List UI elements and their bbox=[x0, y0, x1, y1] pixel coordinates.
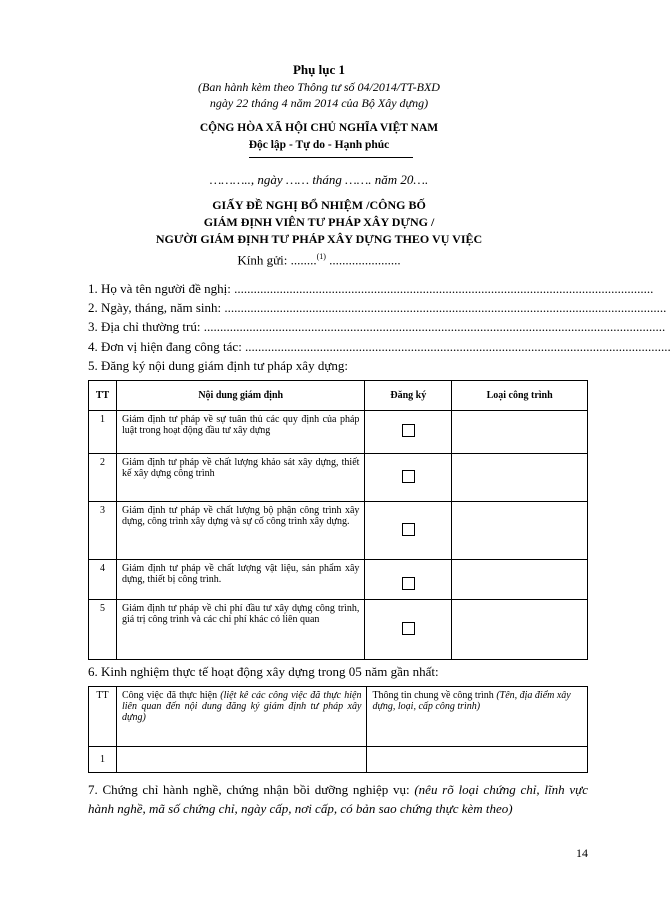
col-header-tt: TT bbox=[89, 381, 117, 411]
project-type-cell[interactable] bbox=[452, 502, 588, 560]
row-number: 5 bbox=[89, 600, 117, 660]
project-type-cell[interactable] bbox=[452, 600, 588, 660]
field-address[interactable]: 3. Địa chỉ thường trú: .............................................................................................................................................. bbox=[88, 319, 666, 334]
page-number: 14 bbox=[576, 846, 588, 860]
field-workplace[interactable]: 4. Đơn vị hiện đang công tác: ................................................................................................................................... bbox=[88, 339, 671, 354]
form-title-line3: NGƯỜI GIÁM ĐỊNH TƯ PHÁP XÂY DỰNG THEO VỤ VIỆC bbox=[155, 232, 483, 246]
register-checkbox[interactable] bbox=[402, 424, 415, 437]
register-checkbox[interactable] bbox=[402, 622, 415, 635]
row-number: 2 bbox=[89, 454, 117, 502]
col-header-project-info: Thông tin chung về công trình (Tên, địa điểm xây dựng, loại, cấp công trình) bbox=[367, 687, 588, 747]
row-content: Giám định tư pháp về sự tuân thủ các quy định của pháp luật trong hoạt động đầu tư xây dựng bbox=[116, 411, 364, 454]
project-info-cell[interactable] bbox=[367, 747, 588, 773]
experience-header-row bbox=[89, 687, 588, 747]
motto-underline bbox=[249, 157, 413, 158]
project-type-cell[interactable] bbox=[452, 411, 588, 454]
row-number: 1 bbox=[89, 411, 117, 454]
table-row bbox=[89, 747, 588, 773]
table-row bbox=[89, 600, 588, 660]
table-row bbox=[89, 411, 588, 454]
col-header-content: Nội dung giám định bbox=[116, 381, 364, 411]
section6-heading: 6. Kinh nghiệm thực tế hoạt động xây dựng trong 05 năm gần nhất: bbox=[88, 664, 439, 679]
field-full-name[interactable]: 1. Họ và tên người đề nghị: ................................................................................................................................. bbox=[88, 281, 654, 296]
experience-table bbox=[88, 686, 588, 773]
col-header-tt: TT bbox=[89, 687, 117, 747]
form-title-line2: GIÁM ĐỊNH VIÊN TƯ PHÁP XÂY DỰNG / bbox=[203, 215, 435, 229]
register-checkbox[interactable] bbox=[402, 577, 415, 590]
row-content: Giám định tư pháp về chi phí đầu tư xây dựng công trình, giá trị công trình và các chi phí khác có liên quan bbox=[116, 600, 364, 660]
row-content: Giám định tư pháp về chất lượng vật liệu, sản phẩm xây dựng, thiết bị công trình. bbox=[116, 560, 364, 600]
recipient-label: Kính gửi: ........ bbox=[237, 252, 317, 268]
form-title-line1: GIẤY ĐỀ NGHỊ BỔ NHIỆM /CÔNG BỐ bbox=[212, 198, 426, 212]
table-row bbox=[89, 560, 588, 600]
national-motto: Độc lập - Tự do - Hạnh phúc bbox=[248, 139, 390, 151]
section7-paragraph: 7. Chứng chỉ hành nghề, chứng nhận bồi dưỡng nghiệp vụ: (nêu rõ loại chứng chỉ, lĩnh vực hành nghề, mã số chứng chỉ, ngày cấp, nơi cấp, có bản sao chứng thực kèm theo) bbox=[88, 782, 588, 816]
date-line: ……….., ngày …… tháng ……. năm 20…. bbox=[209, 172, 429, 187]
table-header-row bbox=[89, 381, 588, 411]
field-birth-date[interactable]: 2. Ngày, tháng, năm sinh: ........................................................................................................................................ bbox=[88, 300, 667, 315]
project-type-cell[interactable] bbox=[452, 454, 588, 502]
row-content: Giám định tư pháp về chất lượng khảo sát xây dựng, thiết kế xây dựng công trình bbox=[116, 454, 364, 502]
register-checkbox[interactable] bbox=[402, 523, 415, 536]
col-header-work: Công việc đã thực hiện (liệt kê các công việc đã thực hiện liên quan đến nội dung đăng ký giám định tư pháp xây dựng) bbox=[116, 687, 366, 747]
work-cell[interactable] bbox=[116, 747, 366, 773]
appendix-title: Phụ lục 1 bbox=[292, 62, 345, 77]
recipient-line bbox=[0, 252, 638, 268]
register-checkbox[interactable] bbox=[402, 470, 415, 483]
issued-note-line2: ngày 22 tháng 4 năm 2014 của Bộ Xây dựng) bbox=[209, 96, 429, 110]
project-type-cell[interactable] bbox=[452, 560, 588, 600]
col-header-register: Đăng ký bbox=[365, 381, 452, 411]
table-row bbox=[89, 502, 588, 560]
nation-name: CỘNG HÒA XÃ HỘI CHỦ NGHĨA VIỆT NAM bbox=[199, 122, 439, 134]
row-content: Giám định tư pháp về chất lượng bộ phận công trình xây dựng, công trình xây dựng và sự cố công trình xây dựng. bbox=[116, 502, 364, 560]
row-number: 1 bbox=[89, 747, 117, 773]
issued-note-line1: (Ban hành kèm theo Thông tư số 04/2014/TT-BXD bbox=[198, 80, 440, 94]
row-number: 3 bbox=[89, 502, 117, 560]
row-number: 4 bbox=[89, 560, 117, 600]
col-header-project-type: Loại công trình bbox=[452, 381, 588, 411]
section5-heading: 5. Đăng ký nội dung giám định tư pháp xây dựng: bbox=[88, 358, 348, 373]
footnote-marker: (1) bbox=[316, 252, 326, 261]
recipient-dots: ...................... bbox=[325, 252, 401, 268]
table-row bbox=[89, 454, 588, 502]
registration-table bbox=[88, 380, 588, 660]
